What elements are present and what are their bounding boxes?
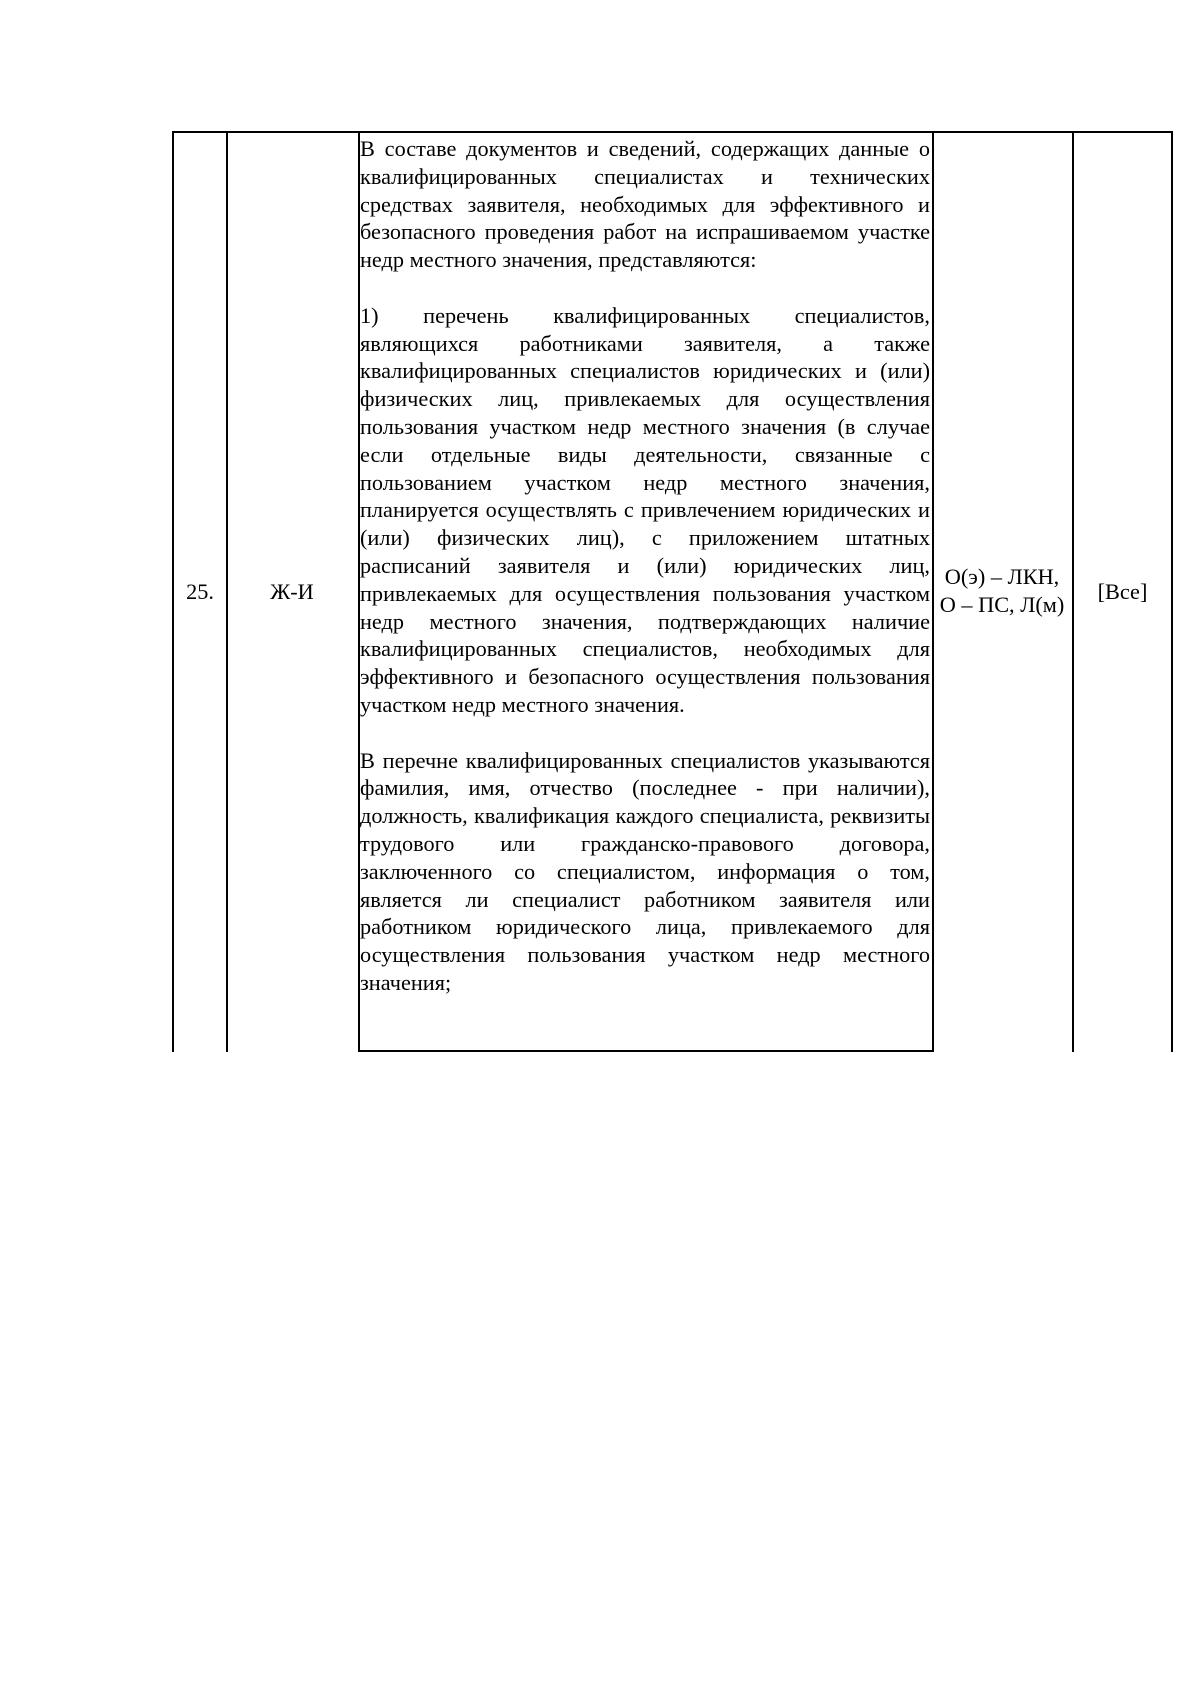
scope-cell: [Все] — [1097, 579, 1148, 604]
column-divider-right — [1171, 131, 1173, 1052]
groups-cell — [932, 563, 1072, 619]
table-row — [0, 131, 1200, 1052]
description-paragraph: В составе документов и сведений, содержащих данные о квалифицированных специалистах и технических средствах заявителя, необходимых для эффективного и безопасного проведения работ на испрашиваемом участке недр местного значения, представляются: — [360, 136, 930, 273]
description-text — [360, 135, 930, 997]
row-code: Ж-И — [270, 579, 314, 604]
description-paragraph: В перечне квалифицированных специалистов указываются фамилия, имя, отчество (последнее - при наличии), должность, квалификация каждого специалиста, реквизиты трудового или гражданско-правового договора, заключенного со специалистом, информация о том, является ли специалист работником заявителя или работником юридического лица, привлекаемого для осуществления пользования участком недр местного значения; — [360, 747, 930, 995]
description-paragraph: 1) перечень квалифицированных специалистов, являющихся работниками заявителя, а также квалифицированных специалистов юридических и (или) физических лиц, привлекаемых для осуществления пользования участком недр местного значения (в случае если отдельные виды деятельности, связанные с пользованием участком недр местного значения, планируется осуществлять с привлечением юридических и (или) физических лиц), с приложением штатных расписаний заявителя и (или) юридических лиц, привлекаемых для осуществления пользования участком недр местного значения, подтверждающих наличие квалифицированных специалистов, необходимых для эффективного и безопасного осуществления пользования участком недр местного значения. — [360, 302, 930, 717]
row-number: 25. — [186, 579, 214, 604]
groups-line-1: О(э) – ЛКН, — [944, 564, 1060, 589]
groups-line-2: О – ПС, Л(м) — [939, 591, 1065, 617]
